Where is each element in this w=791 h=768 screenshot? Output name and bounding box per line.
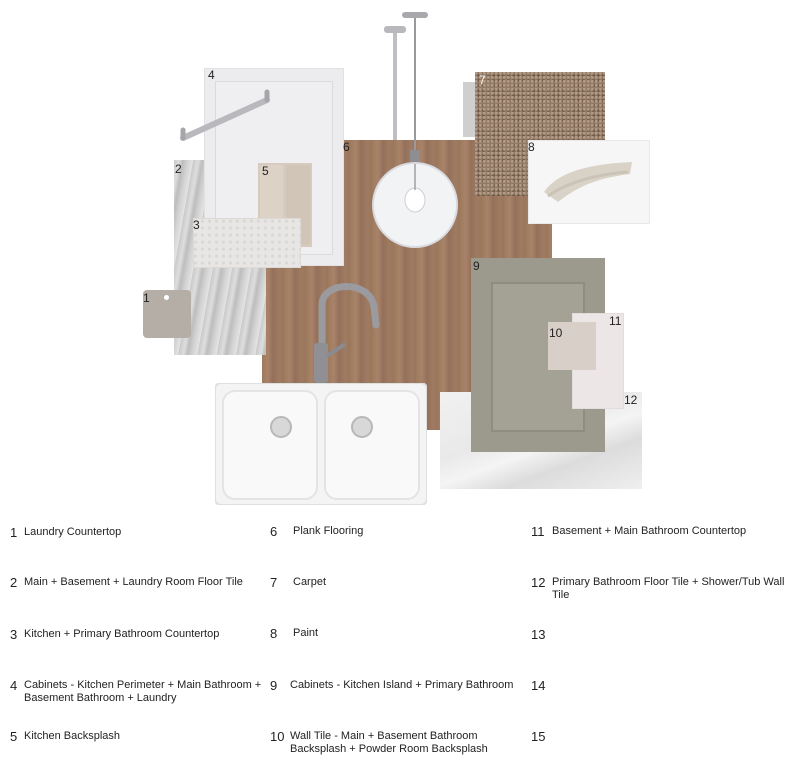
legend-number: 6 xyxy=(270,524,278,539)
swatch-number-7: 7 xyxy=(479,73,486,87)
paint-stroke-icon xyxy=(538,152,638,208)
legend-text: Plank Flooring xyxy=(293,525,364,537)
legend-number: 12 xyxy=(531,575,546,590)
legend-text: Paint xyxy=(293,627,319,639)
legend-number: 9 xyxy=(270,678,278,693)
legend-number: 4 xyxy=(10,678,18,693)
quartz-countertop-swatch xyxy=(193,218,301,268)
legend-text: Primary Bathroom Floor Tile + Shower/Tub Wall Tile xyxy=(552,576,785,601)
faucet-icon xyxy=(300,275,390,385)
swatch-number-8: 8 xyxy=(528,140,535,154)
swatch-number-3: 3 xyxy=(193,218,200,232)
legend-text: Cabinets - Kitchen Island + Primary Bathroom xyxy=(290,679,514,691)
laundry-countertop-swatch xyxy=(143,290,191,338)
legend-number: 1 xyxy=(10,525,18,540)
legend-number: 10 xyxy=(270,729,285,744)
legend-text: Kitchen + Primary Bathroom Countertop xyxy=(24,628,220,640)
materials-legend xyxy=(0,515,791,765)
swatch-number-5: 5 xyxy=(262,164,269,178)
swatch-number-10: 10 xyxy=(549,326,563,340)
legend-text: Cabinets - Kitchen Perimeter + Main Bathroom + Basement Bathroom + Laundry xyxy=(24,679,262,704)
legend-number: 11 xyxy=(531,524,545,539)
legend-text: Kitchen Backsplash xyxy=(24,730,120,742)
swatch-number-9: 9 xyxy=(473,259,480,273)
swatch-number-6: 6 xyxy=(343,140,350,154)
legend-number: 8 xyxy=(270,626,278,641)
legend-text: Wall Tile - Main + Basement Bathroom Backsplash + Powder Room Backsplash xyxy=(290,730,488,755)
legend-number: 14 xyxy=(531,678,546,693)
legend-text: Laundry Countertop xyxy=(24,526,122,538)
swatch-number-2: 2 xyxy=(175,162,182,176)
legend-text: Main + Basement + Laundry Room Floor Tile xyxy=(24,576,243,588)
double-sink-icon xyxy=(215,383,427,505)
swatch-number-4: 4 xyxy=(208,68,215,82)
legend-number: 15 xyxy=(531,729,546,744)
cabinet-handle-icon xyxy=(175,88,275,148)
pendant-light-icon xyxy=(360,0,470,250)
swatch-number-1: 1 xyxy=(143,291,150,305)
swatch-number-12: 12 xyxy=(624,393,638,407)
legend-number: 2 xyxy=(10,575,18,590)
legend-number: 5 xyxy=(10,729,18,744)
legend-text: Basement + Main Bathroom Countertop xyxy=(552,525,747,537)
legend-number: 13 xyxy=(531,627,546,642)
legend-number: 3 xyxy=(10,627,18,642)
legend-number: 7 xyxy=(270,575,278,590)
swatch-number-11: 11 xyxy=(609,314,622,328)
legend-text: Carpet xyxy=(293,576,327,588)
